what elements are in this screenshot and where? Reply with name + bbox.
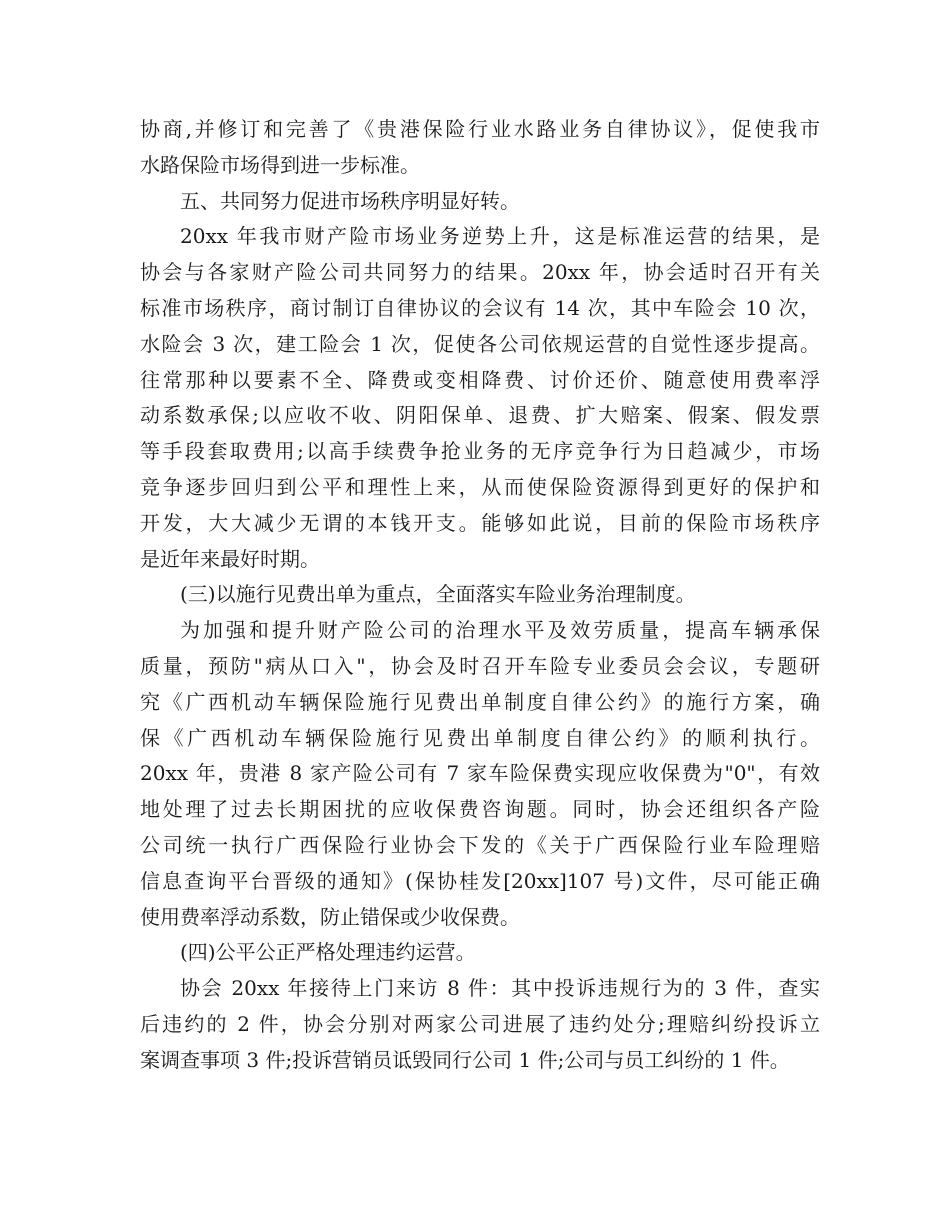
text-line: 协商,并修订和完善了《贵港保险行业水路业务自律协议》，促使我市	[140, 117, 820, 141]
text-line: 动系数承保;以应收不收、阴阳保单、退费、扩大赔案、假案、假发票	[140, 403, 820, 428]
text-line: (三)以施行见费出单为重点，全面落实车险业务治理制度。	[180, 582, 696, 607]
paragraph-p5	[140, 613, 820, 935]
text-line: 水险会 3 次，建工险会 1 次，促使各公司依规运营的自觉性逐步提高。	[140, 331, 820, 356]
paragraph-p3	[140, 219, 820, 577]
paragraph-p2	[140, 184, 820, 220]
paragraph-p1	[140, 112, 820, 184]
text-line: 为加强和提升财产险公司的治理水平及效劳质量，提高车辆承保	[180, 618, 820, 643]
paragraph-p4	[140, 577, 820, 613]
text-line: 等手段套取费用;以高手续费争抢业务的无序竞争行为日趋减少，市场	[140, 439, 820, 464]
text-line: 信息查询平台晋级的通知》(保协桂发[20xx]107 号)文件，尽可能正确	[140, 868, 820, 893]
text-line: (四)公平公正严格处理违约运营。	[180, 940, 476, 965]
text-line: 保《广西机动车辆保险施行见费出单制度自律公约》的顺利执行。	[140, 725, 820, 750]
text-line: 协会与各家财产险公司共同努力的结果。20xx 年，协会适时召开有关	[140, 260, 820, 285]
text-line: 20xx 年我市财产险市场业务逆势上升，这是标准运营的结果，是	[180, 224, 820, 249]
text-line: 公司统一执行广西保险行业协会下发的《关于广西保险行业车险理赔	[140, 832, 820, 857]
paragraph-p7	[140, 971, 820, 1078]
text-line: 究《广西机动车辆保险施行见费出单制度自律公约》的施行方案，确	[140, 689, 820, 714]
text-line: 案调查事项 3 件;投诉营销员诋毁同行公司 1 件;公司与员工纠纷的 1 件。	[140, 1047, 790, 1072]
text-line: 标准市场秩序，商讨制订自律协议的会议有 14 次，其中车险会 10 次，	[140, 295, 820, 320]
text-line: 是近年来最好时期。	[140, 546, 320, 571]
text-line: 使用费率浮动系数，防止错保或少收保费。	[140, 904, 520, 929]
text-line: 水路保险市场得到进一步标准。	[140, 152, 420, 177]
text-line: 地处理了过去长期困扰的应收保费咨询题。同时，协会还组织各产险	[140, 797, 820, 822]
document-body	[140, 112, 820, 1079]
text-line: 开发，大大减少无谓的本钱开支。能够如此说，目前的保险市场秩序	[140, 510, 820, 535]
text-line: 五、共同努力促进市场秩序明显好转。	[180, 188, 520, 213]
text-line: 协会 20xx 年接待上门来访 8 件：其中投诉违规行为的 3 件，查实	[180, 976, 820, 1001]
text-line: 往常那种以要素不全、降费或变相降费、讨价还价、随意使用费率浮	[140, 367, 820, 392]
text-line: 竞争逐步回归到公平和理性上来，从而使保险资源得到更好的保护和	[140, 474, 820, 499]
text-line: 质量，预防"病从口入"，协会及时召开车险专业委员会会议，专题研	[140, 653, 820, 678]
text-line: 后违约的 2 件，协会分别对两家公司进展了违约处分;理赔纠纷投诉立	[140, 1011, 820, 1036]
paragraph-p6	[140, 935, 820, 971]
text-line: 20xx 年，贵港 8 家产险公司有 7 家车险保费实现应收保费为"0"，有效	[140, 761, 820, 786]
